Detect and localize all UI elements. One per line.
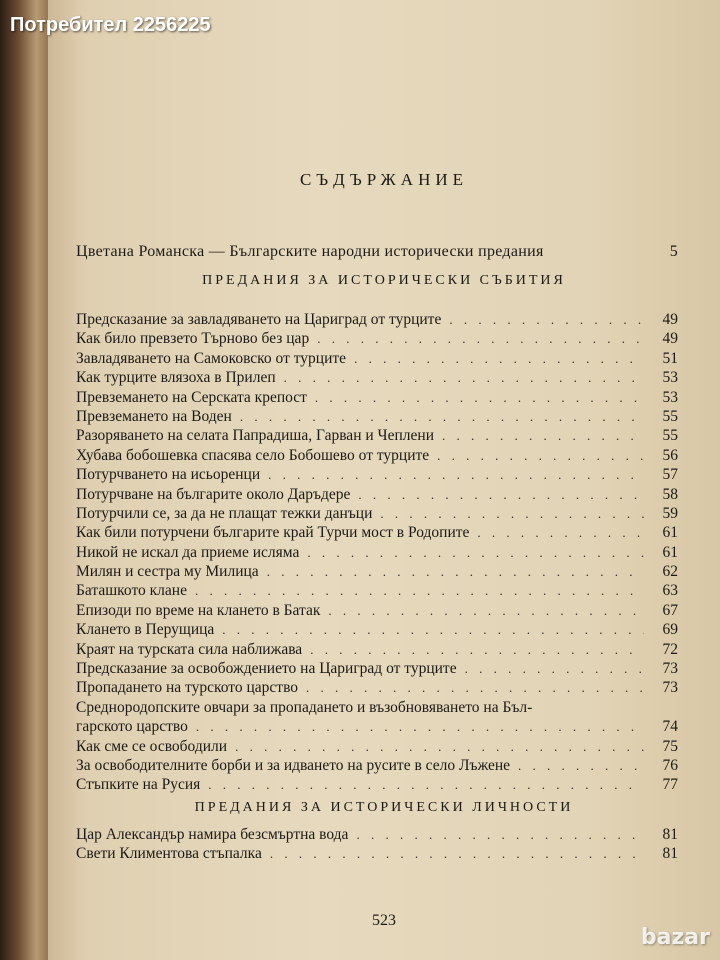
toc-entry-title: За освободителните борби и за идването на русите в село Лъжене [76,756,511,774]
toc-entry-page: 81 [662,826,678,843]
bazar-logo: bazar [640,925,710,950]
book-page [48,0,720,960]
toc-entry-title: Как сме се освободили [76,737,228,755]
toc-entry-page: 53 [662,388,678,406]
toc-leader-dots [320,603,644,619]
toc-entry-title: Потурчването на исьоренци [76,466,261,484]
toc-entry [76,699,678,718]
intro-title: Цветана Романска — Българските народни исторически предания [76,243,544,260]
toc-entry [76,757,678,776]
toc-entry-page: 58 [662,485,678,503]
toc-entry [76,563,678,582]
page-title: СЪДЪРЖАНИЕ [299,170,469,189]
toc-entry-title: Предсказание за завладяването на Цариград от турците [76,311,442,328]
section-title-persons: ПРЕДАНИЯ ЗА ИСТОРИЧЕСКИ ЛИЧНОСТИ [194,800,574,815]
toc-entry [76,330,678,349]
toc-entry-title: Как турците влязоха в Прилеп [76,369,276,387]
toc-entry [76,718,678,737]
toc-entry-title: Никой не искал да приеме исляма [76,543,300,561]
toc-leader-dots [276,370,644,386]
toc-entry [76,845,678,864]
toc-entry [76,621,678,640]
toc-leader-dots [309,331,644,347]
toc-entry-page: 61 [662,543,678,561]
toc-entry-page: 55 [662,407,678,425]
intro-page: 5 [669,243,678,260]
toc-entry-page: 59 [662,504,678,522]
toc-entry-title: Стъпките на Русия [76,776,201,794]
toc-entry [76,369,678,388]
toc-entry-title: Потурчили се, за да не плащат тежки данъци [76,504,373,522]
toc-entry [76,505,678,524]
toc-entry [76,427,678,446]
toc-entry [76,447,678,466]
toc-leader-dots [434,428,644,444]
section-title-events: ПРЕДАНИЯ ЗА ИСТОРИЧЕСКИ СЪБИТИЯ [202,273,566,288]
toc-entry [76,350,678,369]
toc-leader-dots [299,545,644,561]
toc-leader-dots [348,827,644,843]
toc-entry-title: Превземането на Серската крепост [76,388,307,406]
toc-entry [76,776,678,795]
toc-entry-page: 73 [662,679,678,697]
toc-entry-title: Милян и сестра му Милица [76,563,259,581]
toc-entry-page: 76 [662,756,678,774]
toc-entry [76,582,678,601]
toc-entry-page: 73 [662,660,678,678]
toc-entry [76,641,678,660]
toc-entry [76,311,678,330]
toc-entry [76,660,678,679]
toc-entry-page: 49 [662,311,678,328]
toc-entry-page: 81 [662,845,678,863]
toc-entry-title: Хубава бобошевка спасява село Бобошево от турците [76,446,430,464]
book-spine [0,0,52,960]
toc-entry-title: Разоряването на селата Папрадиша, Гарван и Чеплени [76,427,434,445]
toc-entry-title: Предсказание за освобождението на Цариград от турците [76,660,457,678]
toc-entry-title: Свети Климентова стъпалка [76,845,262,863]
toc-entry [76,524,678,543]
toc-events [76,311,678,796]
toc-entry-title: Как били потурчени българите край Турчи мост в Родопите [76,524,470,542]
user-watermark: Потребител 2256225 [10,14,211,36]
toc-entry [76,466,678,485]
toc-entry-page: 72 [662,640,678,658]
toc-entry-title: Баташкото клане [76,582,187,600]
toc-entry-title: Епизоди по време на клането в Батак [76,601,321,619]
toc-entry-page: 69 [662,621,678,639]
toc-entry [76,679,678,698]
toc-leader-dots [307,390,644,406]
toc-leader-dots [200,777,644,793]
toc-entry-page: 62 [662,563,678,581]
toc-leader-dots [350,487,644,503]
toc-entry [76,486,678,505]
toc-entry-title: Среднородопските овчари за пропадането и възобновяването на Бъл- [76,698,533,716]
intro-entry [76,243,678,261]
toc-leader-dots [214,622,644,638]
toc-leader-dots [372,506,644,522]
toc-entry-title: Пропадането на турското царство [76,679,299,697]
toc-entry-title: Краят на турската сила наближава [76,640,303,658]
toc-entry [76,826,678,845]
toc-entry-title: Превземането на Воден [76,407,232,425]
toc-entry [76,544,678,563]
toc-entry-page: 51 [662,349,678,367]
toc-entry-title: гарското царство [76,718,188,736]
toc-entry [76,602,678,621]
toc-entry [76,738,678,757]
toc-leader-dots [429,448,644,464]
toc-entry-page: 74 [662,718,678,736]
toc-persons [76,826,678,865]
toc-entry [76,389,678,408]
toc-entry-title: Завладяването на Самоковско от турците [76,349,347,367]
toc-leader-dots [259,564,644,580]
toc-leader-dots [187,583,644,599]
toc-leader-dots [469,525,644,541]
toc-leader-dots [188,719,644,735]
toc-leader-dots [232,409,644,425]
page-number: 523 [372,912,396,929]
toc-entry-page: 53 [662,369,678,387]
toc-entry-page: 55 [662,427,678,445]
toc-entry-title: Цар Александър намира безсмъртна вода [76,826,349,843]
toc-leader-dots [260,467,644,483]
toc-leader-dots [298,680,644,696]
toc-entry-title: Потурчване на българите около Даръдере [76,485,351,503]
toc-leader-dots [346,351,644,367]
toc-entry-page: 56 [662,446,678,464]
toc-leader-dots [302,642,644,658]
toc-leader-dots [262,846,644,862]
toc-entry [76,408,678,427]
toc-leader-dots [227,739,644,755]
toc-entry-page: 77 [662,776,678,794]
toc-entry-title: Клането в Перущица [76,621,215,639]
toc-leader-dots [510,758,644,774]
toc-leader-dots [441,312,644,328]
toc-entry-page: 61 [662,524,678,542]
toc-entry-title: Как било превзето Търново без цар [76,330,310,348]
toc-entry-page: 57 [662,466,678,484]
toc-entry-page: 75 [662,737,678,755]
toc-entry-page: 49 [662,330,678,348]
toc-entry-page: 63 [662,582,678,600]
toc-entry-page: 67 [662,601,678,619]
toc-leader-dots [457,661,644,677]
